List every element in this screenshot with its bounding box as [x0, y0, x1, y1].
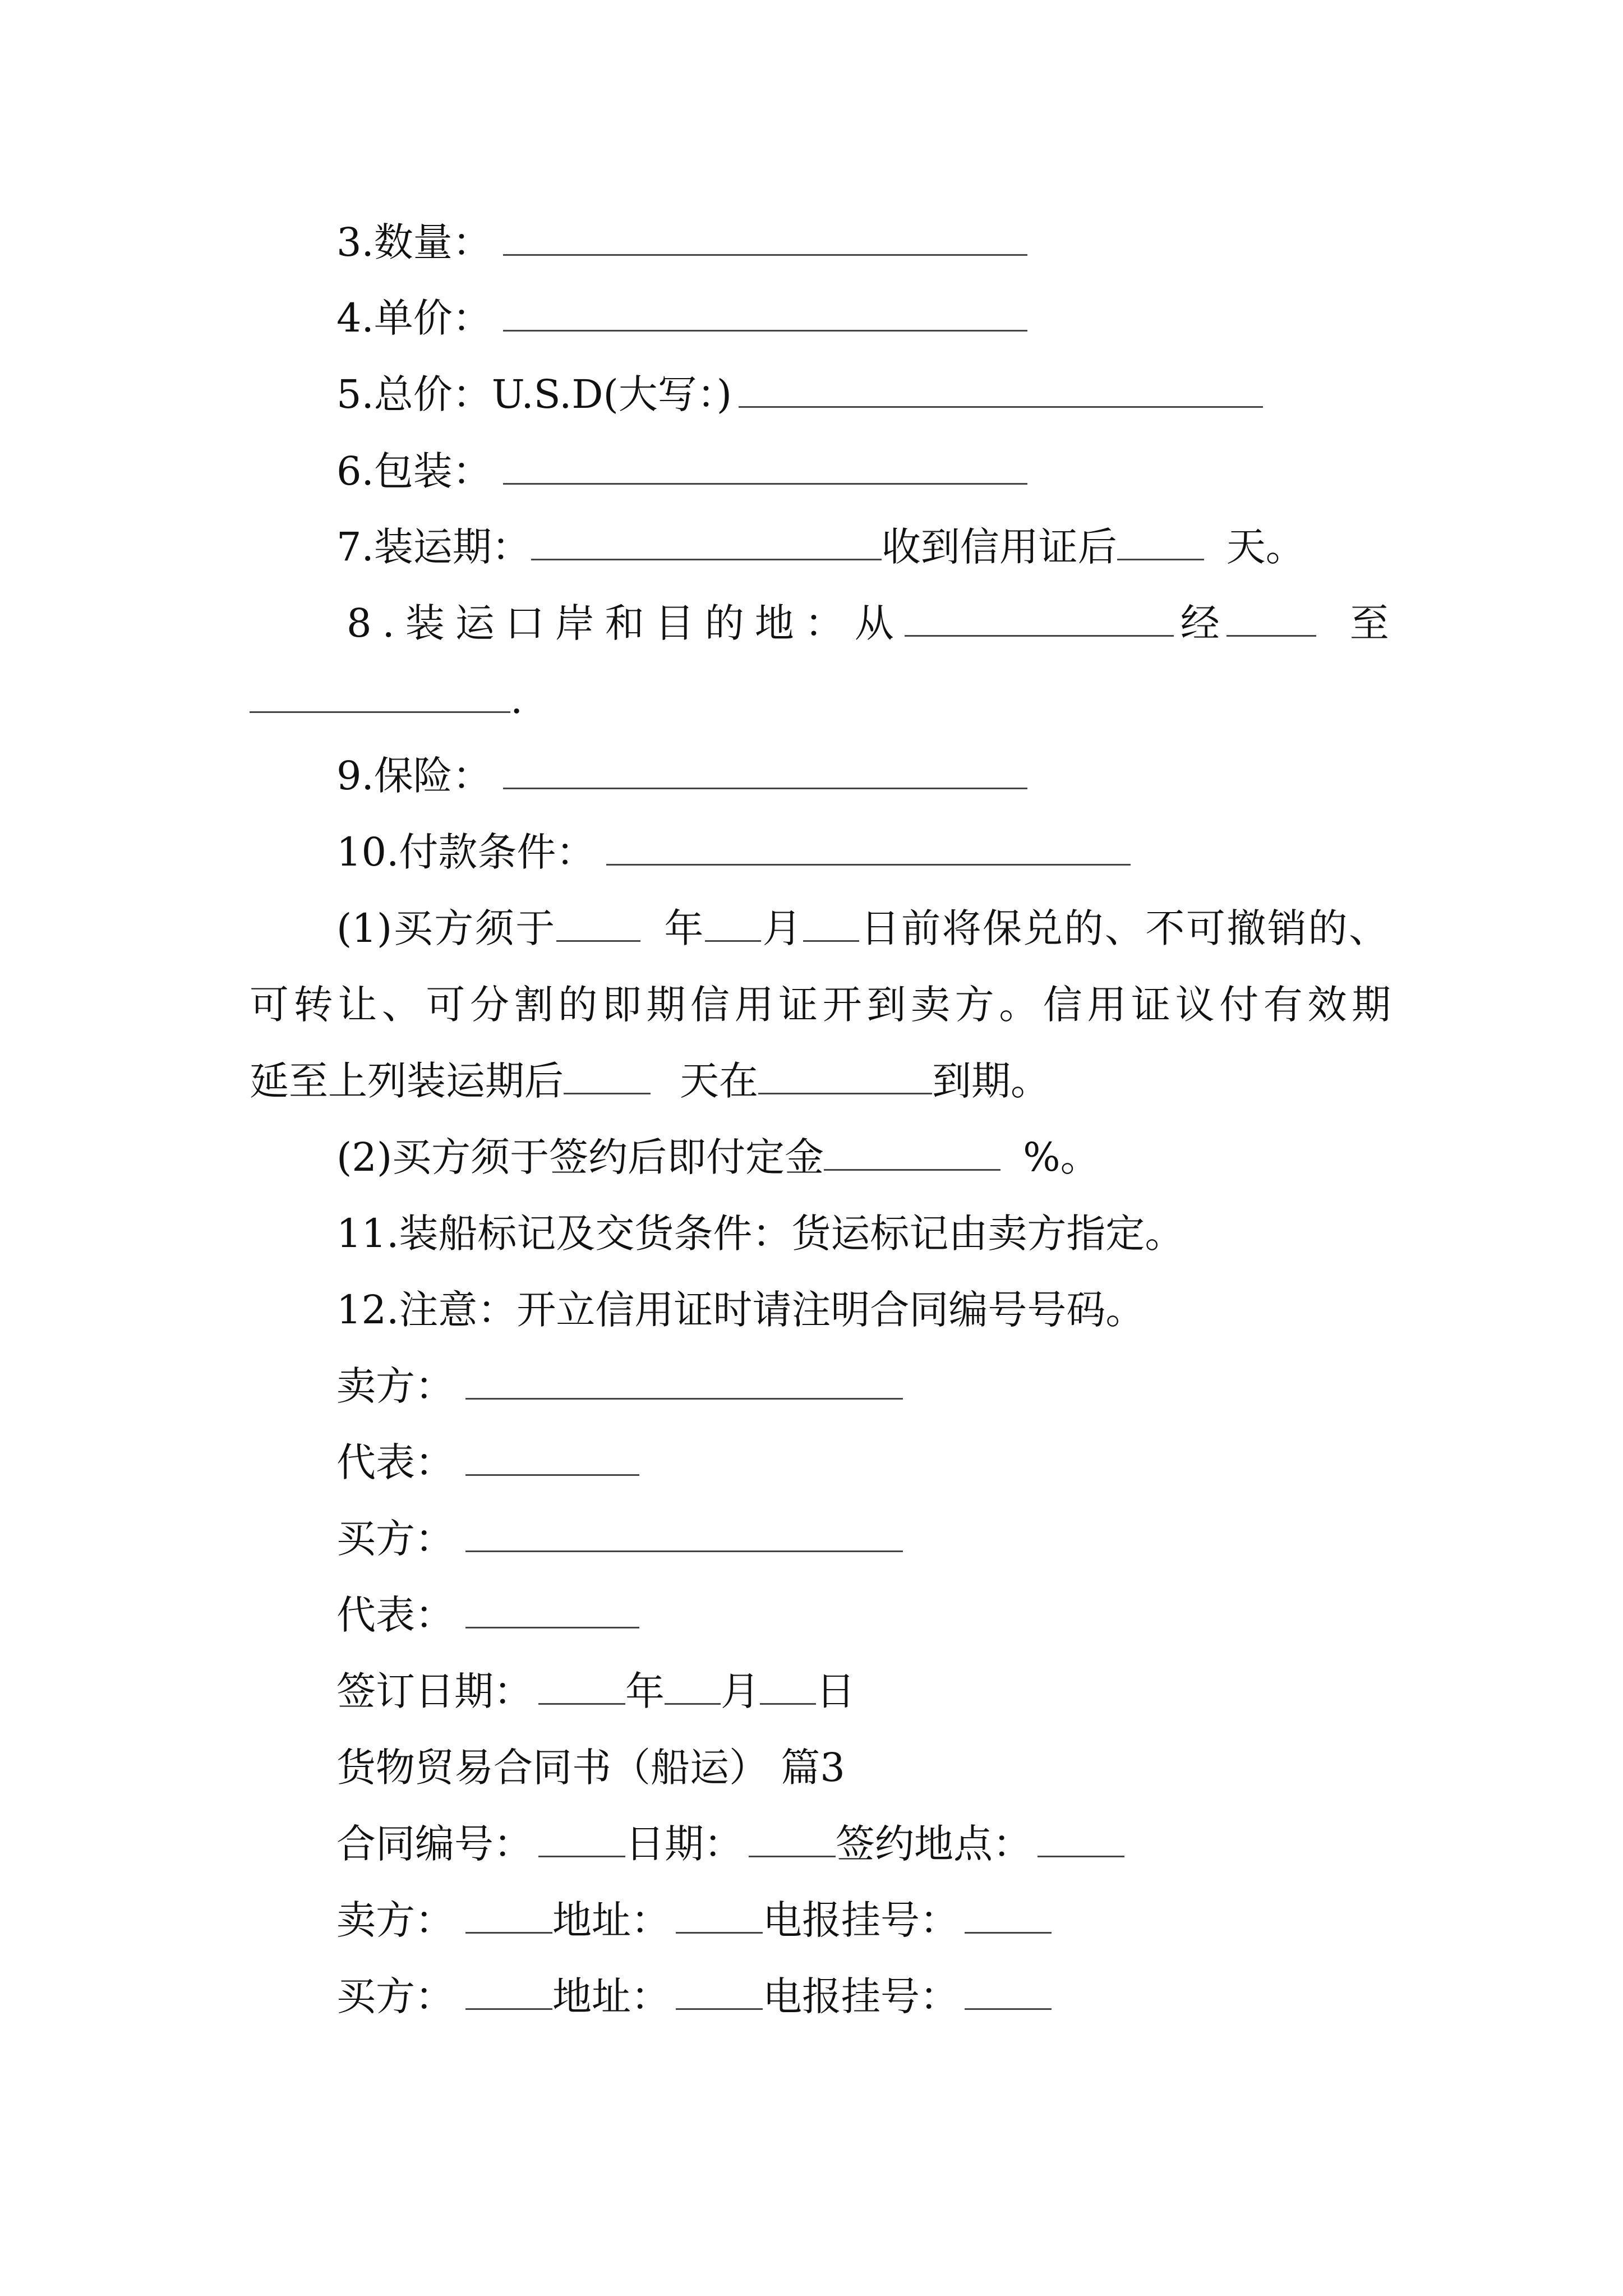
sign-day-blank: [760, 1668, 816, 1705]
sign-year-blank: [538, 1668, 625, 1705]
buyer-blank: [465, 1516, 903, 1552]
shipment-end: 天。: [1226, 524, 1305, 570]
seller-line: [336, 1361, 903, 1411]
port-period: .: [510, 677, 523, 723]
seller-address-blank: [676, 1897, 763, 1934]
clause1-year-blank: [556, 905, 640, 942]
clause1-line3-a: 延至上列装运期后: [250, 1058, 564, 1104]
sign-year: 年: [625, 1668, 665, 1714]
quantity-blank: [503, 219, 1027, 256]
payment-clause-1-line1: [336, 903, 1388, 954]
seller-rep-label: 代表：: [336, 1439, 454, 1485]
insurance-line: [336, 751, 1027, 801]
sign-date-line: [336, 1666, 855, 1717]
shipment-mid: 收到信用证后: [881, 524, 1117, 570]
clause1-rest: 日前将保兑的、不可撤销的、: [859, 905, 1389, 951]
packing-line: [336, 446, 1027, 496]
seller-tel-label: 电报挂号：: [763, 1897, 959, 1943]
seller-address-label: 地址：: [552, 1897, 670, 1943]
payment-label: 10.付款条件：: [336, 829, 596, 875]
unit-price-label: 4.单价：: [336, 295, 492, 341]
buyer-rep-blank: [465, 1592, 639, 1628]
note-line: [336, 1285, 1145, 1335]
clause1-a: (1)买方须于: [336, 905, 556, 951]
sign-date-label: 签订日期：: [336, 1668, 533, 1714]
clause2-b: %。: [1023, 1134, 1100, 1180]
quantity-line: [336, 217, 1027, 268]
buyer-tel-label: 电报挂号：: [763, 1973, 959, 2019]
deposit-blank: [824, 1134, 1000, 1171]
payment-blank: [606, 829, 1131, 866]
payment-clause-1-line2: [250, 979, 1391, 1030]
clause1-line3-b: 天在: [680, 1058, 758, 1104]
buyer-rep-label: 代表：: [336, 1592, 454, 1638]
port-line-continued: [250, 674, 523, 725]
port-via-blank: [1227, 600, 1316, 637]
buyer-label: 买方：: [336, 1516, 454, 1562]
note-text: 12.注意：开立信用证时请注明合同编号号码。: [336, 1287, 1145, 1333]
contract-info-line: [336, 1819, 1124, 1869]
payment-clause-2-line: [336, 1132, 1100, 1182]
buyer-address-blank: [676, 1973, 763, 2010]
clause2-a: (2)买方须于签约后即付定金: [336, 1134, 824, 1180]
seller2-blank: [465, 1897, 552, 1934]
sign-day: 日: [816, 1668, 855, 1714]
shipping-marks-line: [336, 1208, 1184, 1259]
shipment-label: 7.装运期：: [336, 524, 531, 570]
total-price-blank: [739, 371, 1263, 408]
seller-tel-blank: [965, 1897, 1052, 1934]
port-destination-blank: [250, 677, 510, 713]
clause1-year: 年: [662, 905, 705, 951]
clause1-place-blank: [758, 1058, 932, 1094]
place-label: 签约地点：: [836, 1821, 1032, 1867]
port-via: 经: [1180, 600, 1220, 646]
seller-info-line: [336, 1895, 1052, 1945]
section-heading: [336, 1742, 845, 1793]
shipping-marks-text: 11.装船标记及交货条件：货运标记由卖方指定。: [336, 1211, 1184, 1257]
clause1-day-blank: [803, 905, 859, 942]
port-to: 至: [1349, 600, 1389, 646]
shipment-days-blank: [1117, 524, 1204, 560]
clause1-month-blank: [705, 905, 761, 942]
buyer-line: [336, 1513, 903, 1564]
date-label: 日期：: [625, 1821, 743, 1867]
date-blank: [749, 1821, 836, 1857]
sign-month: 月: [721, 1668, 760, 1714]
seller2-label: 卖方：: [336, 1897, 454, 1943]
buyer-address-label: 地址：: [552, 1973, 670, 2019]
unit-price-blank: [503, 295, 1027, 332]
port-label: 8.装运口岸和目的地：从: [347, 600, 905, 646]
buyer2-blank: [465, 1973, 552, 2010]
seller-rep-line: [336, 1437, 639, 1488]
port-line: [347, 598, 1389, 648]
insurance-blank: [503, 753, 1027, 789]
seller-rep-blank: [465, 1439, 639, 1476]
shipment-blank: [531, 524, 882, 560]
total-price-label: 5.总价：U.S.D(大写：): [336, 371, 732, 417]
place-blank: [1038, 1821, 1124, 1857]
payment-line: [336, 827, 1131, 877]
port-from-blank: [905, 600, 1174, 637]
quantity-label: 3.数量：: [336, 219, 492, 265]
unit-price-line: [336, 293, 1027, 343]
clause1-days-blank: [564, 1058, 651, 1094]
sign-month-blank: [665, 1668, 721, 1705]
clause1-line2: 可转让、可分割的即期信用证开到卖方。信用证议付有效期: [250, 982, 1391, 1028]
section-heading-text: 货物贸易合同书（船运） 篇3: [336, 1745, 845, 1791]
seller-blank: [465, 1363, 903, 1400]
contract-no-blank: [538, 1821, 625, 1857]
buyer-rep-line: [336, 1590, 639, 1640]
buyer-tel-blank: [965, 1973, 1052, 2010]
clause1-month: 月: [760, 905, 804, 951]
contract-no-label: 合同编号：: [336, 1821, 533, 1867]
packing-label: 6.包装：: [336, 448, 492, 494]
total-price-line: [336, 369, 1263, 420]
shipment-line: [336, 522, 1305, 572]
insurance-label: 9.保险：: [336, 753, 492, 799]
seller-label: 卖方：: [336, 1363, 454, 1409]
clause1-line3-c: 到期。: [932, 1058, 1050, 1104]
packing-blank: [503, 448, 1027, 485]
buyer2-label: 买方：: [336, 1973, 454, 2019]
payment-clause-1-line3: [250, 1056, 1050, 1106]
buyer-info-line: [336, 1971, 1052, 2022]
